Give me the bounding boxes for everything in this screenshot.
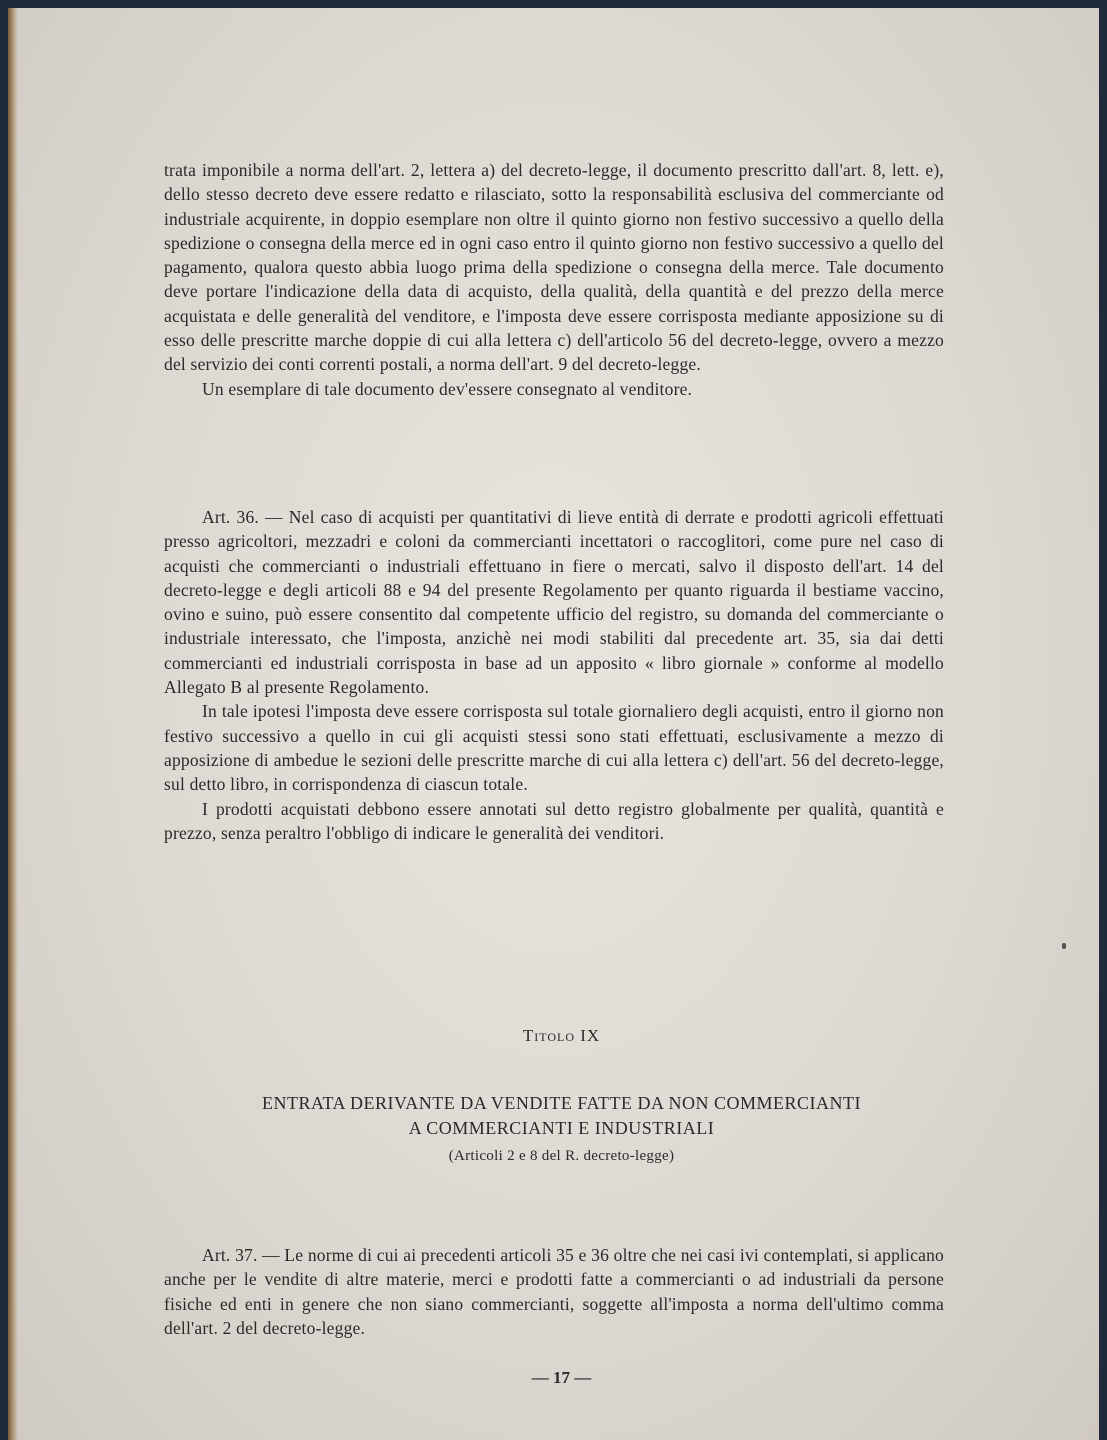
article-37-paragraph: Art. 37. — Le norme di cui ai precedenti articoli 35 e 36 oltre che nei casi ivi contemplati, si applicano anche per le vendite di altre materie, merci e prodotti fatte a commercianti o ad industriali da persone fisiche ed enti in genere che non siano commercianti, soggette all'imposta a norma dell'ultimo comma dell'art. 2 del decreto-legge. — [164, 1245, 944, 1338]
page-number: — 17 — — [531, 1368, 592, 1387]
paragraph-esemplare: Un esemplare di tale documento dev'essere consegnato al venditore. — [202, 378, 693, 399]
section-heading — [8, 1091, 1107, 1141]
ink-speck — [1062, 943, 1066, 949]
article-36-paragraph-1: Art. 36. — Nel caso di acquisti per quantitativi di lieve entità di derrate e prodotti agricoli effettuati presso agricoltori, mezzadri e coloni da commercianti incettatori o raccoglitori, come pure nel caso di acquisti che commercianti o industriali effettuano in fiere o mercati, salvo il disposto dell'art. 14 del decreto-legge e degli articoli 88 e 94 del presente Regolamento per quanto riguarda il bestiame vaccino, ovino e suino, può essere consentito dal competente ufficio del registro, su domanda del commerciante o industriale interessato, che l'imposta, anzichè nei modi stabiliti dal precedente art. 35, sia dai detti commercianti ed industriali corrisposta in base ad un apposito « libro giornale » conforme al modello Allegato B al presente Regolamento. — [164, 507, 944, 698]
title-number: Titolo IX — [522, 1026, 601, 1045]
article-36-section — [164, 505, 944, 845]
section-heading-line-1: ENTRATA DERIVANTE DA VENDITE FATTE DA NON COMMERCIANTI — [261, 1093, 862, 1113]
document-page — [8, 8, 1099, 1440]
article-36-paragraph-2: In tale ipotesi l'imposta deve essere corrisposta sul totale giornaliero degli acquisti, entro il giorno non festivo successivo a quello in cui gli acquisti stessi sono stati effettuati, esclusivamente a mezzo di apposizione di ambedue le sezioni delle prescritte marche di cui alla lettera c) dell'art. 56 del decreto-legge, sul detto libro, in corrispondenza di ciascun totale. — [164, 701, 944, 795]
section-subheading: (Articoli 2 e 8 del R. decreto-legge) — [448, 1148, 675, 1164]
continued-article-section — [164, 158, 944, 401]
article-36-paragraph-3: I prodotti acquistati debbono essere annotati sul detto registro globalmente per qualità, quantità e prezzo, senza peraltro l'obbligo di indicare le generalità dei venditori. — [164, 798, 944, 843]
book-spine — [8, 8, 18, 1440]
paragraph-continued: trata imponibile a norma dell'art. 2, lettera a) del decreto-legge, il documento prescritto dall'art. 8, lett. e), dello stesso decreto deve essere redatto e rilasciato, sotto la responsabilità esclusiva del commerciante od industriale acquirente, in doppio esemplare non oltre il quinto giorno non festivo successivo a quello della spedizione o consegna della merce ed in ogni caso entro il quinto giorno non festivo successivo a quello del pagamento, qualora questo abbia luogo prima della spedizione o consegna della merce. Tale documento deve portare l'indicazione della data di acquisto, della qualità, della quantità e del prezzo della merce acquistata e delle generalità del venditore, e l'imposta deve essere corrisposta mediante apposizione su di esso delle prescritte marche doppie di cui alla lettera c) dell'articolo 56 del decreto-legge, ovvero a mezzo del servizio dei conti correnti postali, a norma dell'art. 9 del decreto-legge. — [164, 160, 944, 375]
section-heading-line-2: A COMMERCIANTI E INDUSTRIALI — [408, 1118, 715, 1138]
article-37-section — [164, 1243, 944, 1340]
